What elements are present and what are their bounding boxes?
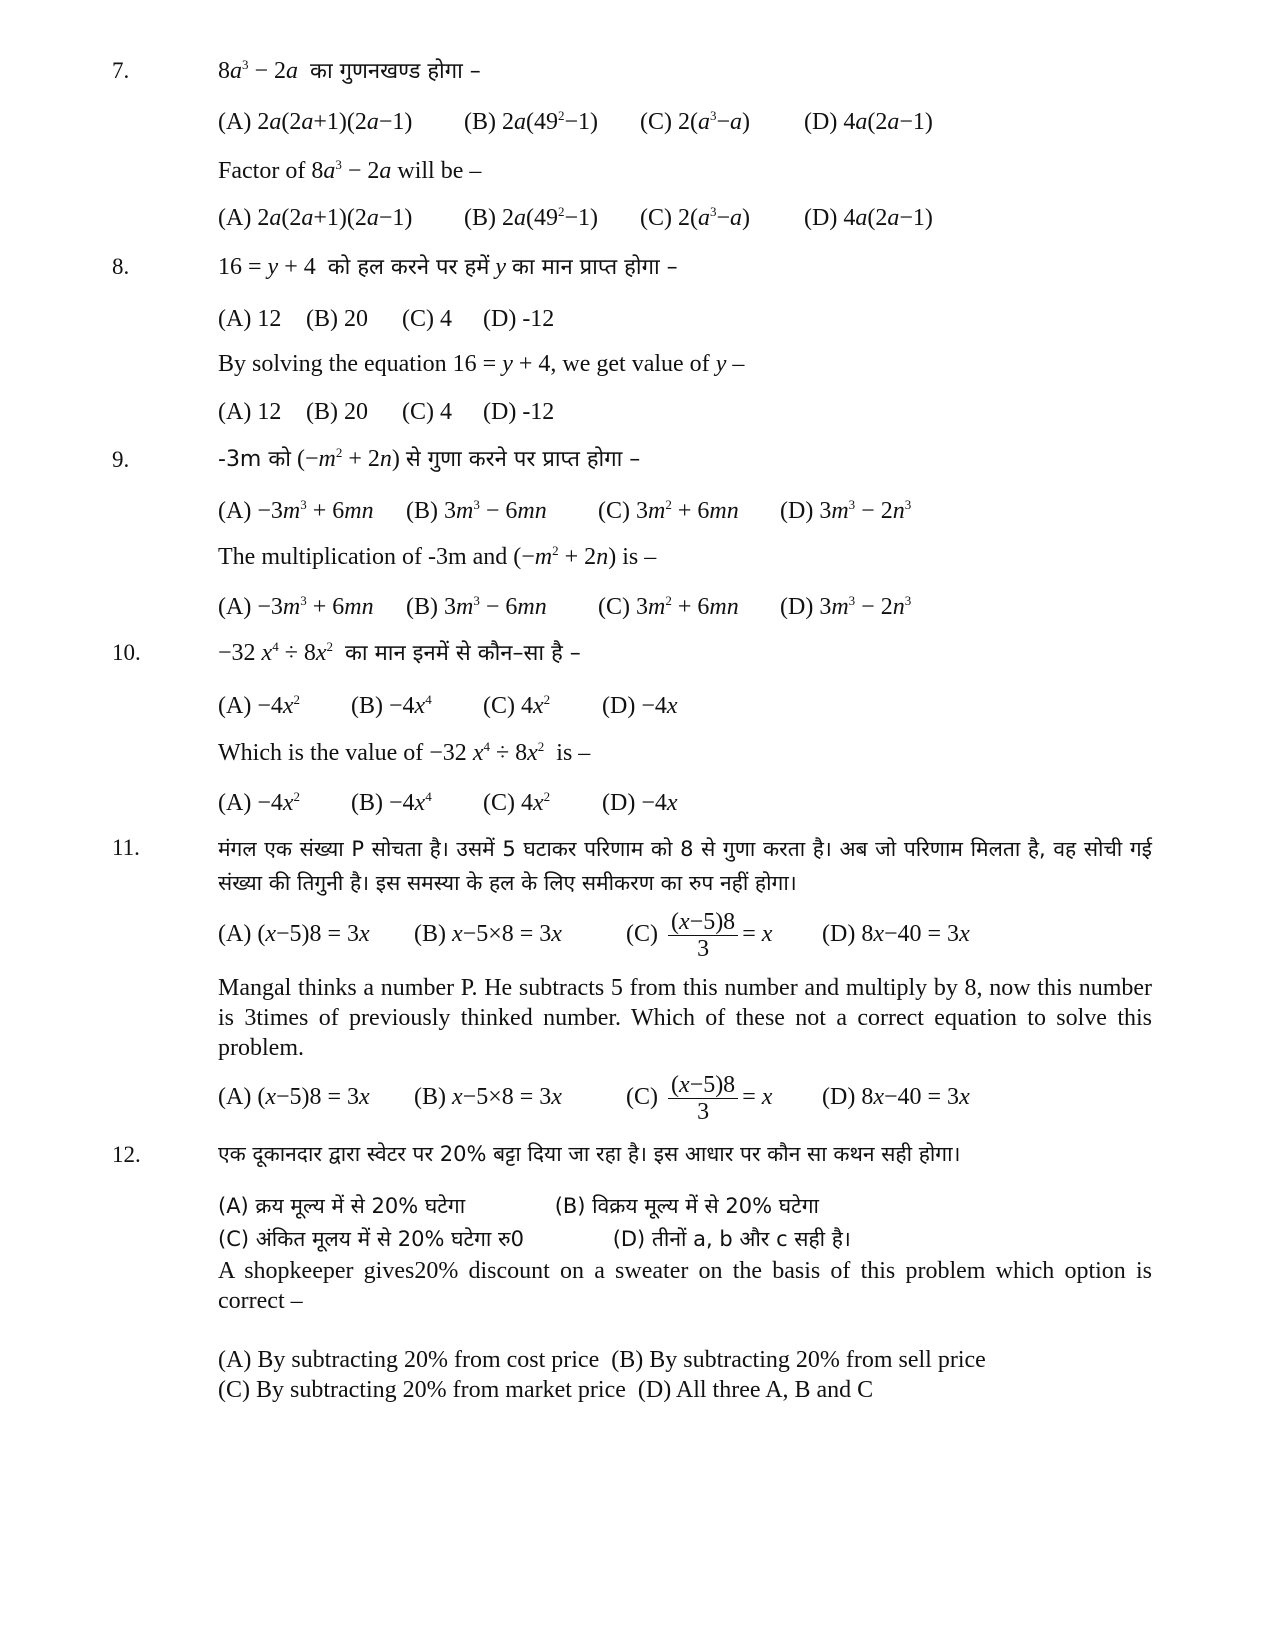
q7-english: Factor of $8a^3 - 2a$ will be – — [218, 157, 482, 184]
q7-options-english: (A) 2a(2a+1)(2a−1) (B) $2a(49^2-1)$ (C) $2(a^3-a)$ (D) 4a(2a−1) — [218, 204, 933, 231]
q7-options-hindi: (A) 2a(2a+1)(2a−1) (B) $2a(49^2-1)$ (C) $2(a^3-a)$ (D) 4a(2a−1) — [218, 108, 933, 135]
q8-english: By solving the equation 16 = y + 4, we get value of y – — [218, 351, 745, 377]
q10-options-english: $(A) -4x^2$ $(B) -4x^4$ (C) $4x^2$ (D) −4x — [218, 789, 678, 816]
q8-options-hindi: (A) 12 (B) 20 (C) 4 (D) -12 — [218, 306, 555, 332]
question-8-number: 8. — [112, 254, 130, 279]
q9-hindi: -3m को $(-m^2 + 2n)$ से गुणा करने पर प्राप्त होगा – — [218, 445, 641, 472]
q9-english: The multiplication of -3m and $(-m^2 + 2n)$ is – — [218, 543, 657, 570]
q11-hindi: मंगल एक संख्या P सोचता है। उसमें 5 घटाकर परिणाम को 8 से गुणा करता है। अब जो परिणाम मिलता है, वह सोची गई संख्या की तिगुनी है। इस समस्या के हल के लिए समीकरण का रुप नहीं होगा। — [218, 837, 1152, 895]
q7-hindi: $8a^3 - 2a$ का गुणनखण्ड होगा – — [218, 57, 481, 84]
question-7-number: 7. — [112, 58, 130, 83]
q11-options-english: (A) (x−5)8 = 3x (B) x−5×8 = 3x (C) $\frac{(x-5)8}{3}$ = x (D) 8x−40 = 3x — [218, 1071, 970, 1125]
q12-english: A shopkeeper gives20% discount on a sweater on the basis of this problem which option is correct – — [218, 1258, 1152, 1314]
q11-english: Mangal thinks a number P. He subtracts 5 from this number and multiply by 8, now this number is 3times of previously thinked number. Which of these not a correct equation to solve this problem. — [218, 975, 1152, 1061]
q12-options-english-row2: (C) By subtracting 20% from market price (D) All three A, B and C — [218, 1377, 874, 1403]
q10-options-hindi: $(A) -4x^2$ $(B) -4x^4$ (C) $4x^2$ (D) −4x — [218, 692, 678, 719]
q8-hindi: 16 = y + 4 को हल करने पर हमें y का मान प्राप्त होगा – — [218, 254, 678, 280]
q12-options-english-row1: (A) By subtracting 20% from cost price (B) By subtracting 20% from sell price — [218, 1347, 986, 1373]
question-12-number: 12. — [112, 1142, 141, 1167]
q12-options-hindi-row1: (A) क्रय मूल्य में से 20% घटेगा (B) विक्रय मूल्य में से 20% घटेगा — [218, 1194, 819, 1218]
q11-options-hindi: (A) (x−5)8 = 3x (B) x−5×8 = 3x (C) $\frac{(x-5)8}{3}$ = x (D) 8x−40 = 3x — [218, 908, 970, 962]
question-11-number: 11. — [112, 835, 140, 860]
q10-hindi: −32 $x^4 \div 8x^2$ का मान इनमें से कौन–सा है – — [218, 639, 581, 666]
q10-english: Which is the value of −32 $x^4 \div 8x^2$ is – — [218, 739, 591, 766]
q9-options-hindi: $(A) -3m^3 + 6mn$ (B) $3m^3 - 6mn$ (C) $3m^2 + 6mn$ (D) $3m^3 - 2n^3$ — [218, 497, 912, 524]
q12-hindi: एक दूकानदार द्वारा स्वेटर पर 20% बट्टा दिया जा रहा है। इस आधार पर कौन सा कथन सही होगा। — [218, 1142, 961, 1166]
question-9-number: 9. — [112, 447, 130, 472]
q12-options-hindi-row2: (C) अंकित मूलय में से 20% घटेगा रु0 (D) तीनों a, b और c सही है। — [218, 1227, 851, 1251]
question-10-number: 10. — [112, 640, 141, 665]
q8-options-english: (A) 12 (B) 20 (C) 4 (D) -12 — [218, 399, 555, 425]
q9-options-english: $(A) -3m^3 + 6mn$ (B) $3m^3 - 6mn$ (C) $3m^2 + 6mn$ (D) $3m^3 - 2n^3$ — [218, 593, 912, 620]
